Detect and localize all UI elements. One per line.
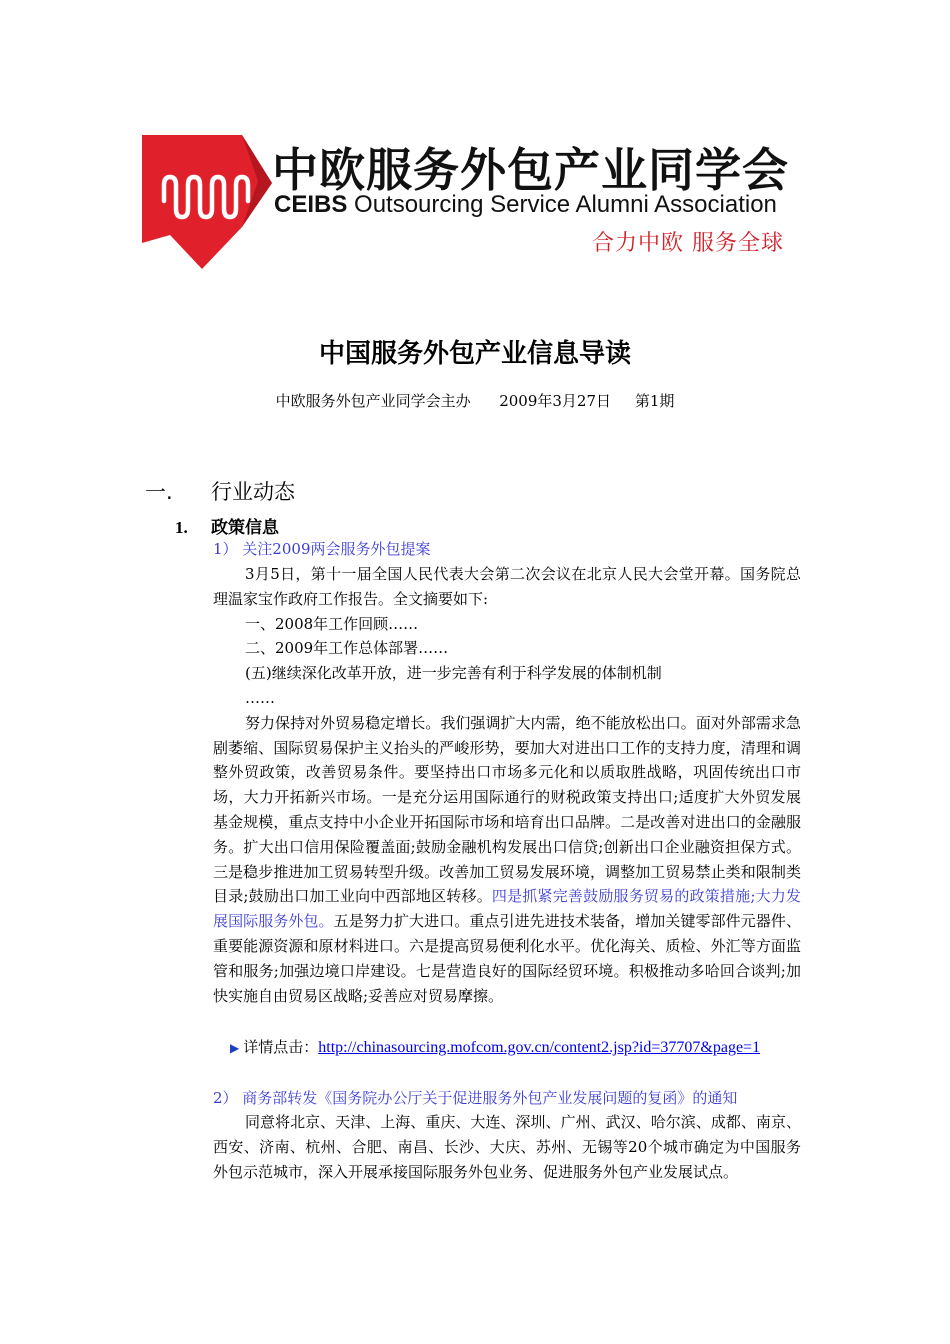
item-1-line: (五)继续深化改革开放，进一步完善有利于科学发展的体制机制 [245,664,662,683]
section-number: 一. [145,480,173,504]
subsection-title: 政策信息 [211,518,279,538]
item-2-body [213,1110,801,1184]
document-title: 中国服务外包产业信息导读 [318,339,631,369]
document-meta: 中欧服务外包产业同学会主办 2009年3月27日 第1期 [275,392,675,410]
logo-name-cn: 中欧服务外包产业同学会 [272,143,789,197]
item-2-paragraph: 同意将北京、天津、上海、重庆、大连、深圳、广州、武汉、哈尔滨、成都、南京、西安、济南、杭州、合肥、南昌、长沙、大庆、苏州、无锡等20个城市确定为中国服务外包示范城市，深入开展承接国际服务外包业务、促进服务外包产业发展试点。 [213,1113,801,1181]
item-1-line: 3月5日，第十一届全国人民代表大会第二次会议在北京人民大会堂开幕。国务院总理温家宝作政府工作报告。全文摘要如下: [213,565,801,608]
triangle-right-icon: ▶ [230,1041,240,1055]
para-text-before: 努力保持对外贸易稳定增长。我们强调扩大内需，绝不能放松出口。面对外部需求急剧萎缩、国际贸易保护主义抬头的严峻形势，要加大对进出口工作的支持力度，清理和调整外贸政策，改善贸易条件。要坚持出口市场多元化和以质取胜战略，巩固传统出口市场，大力开拓新兴市场。一是充分运用国际通行的财税政策支持出口;适度扩大外贸发展基金规模，重点支持中小企业开拓国际市场和培育出口品牌。二是改善对进出口的金融服务。扩大出口信用保险覆盖面;鼓励金融机构发展出口信贷;创新出口企业融资担保方式。三是稳步推进加工贸易转型升级。改善加工贸易发展环境，调整加工贸易禁止类和限制类目录;鼓励出口加工业向中西部地区转移。 [213,713,801,906]
subsection-heading [175,513,279,538]
subsection-number: 1. [175,518,188,537]
item-2-title: 2） 商务部转发《国务院办公厅关于促进服务外包产业发展问题的复函》的通知 [213,1089,738,1107]
item-1-title: 1） 关注2009两会服务外包提案 [213,540,431,558]
section-title: 行业动态 [211,480,295,504]
item-1-line: 一、2008年工作回顾…… [245,614,419,633]
item-1-line: …… [245,688,275,707]
detail-link-row [230,1036,760,1057]
item-1-line: 二、2009年工作总体部署…… [245,639,449,658]
item-1-paragraph [213,711,801,1009]
logo-slogan: 合力中欧 服务全球 [592,231,784,256]
logo-name-en-rest: Outsourcing Service Alumni Association [347,191,777,218]
item-1-body [213,562,801,1008]
detail-label: 详情点击： [243,1038,319,1056]
para-text-after: 五是努力扩大进口。重点引进先进技术装备，增加关键零部件元器件、重要能源资源和原材料进口。六是提高贸易便利化水平。优化海关、质检、外汇等方面监管和服务;加强边境口岸建设。七是营造良好的国际经贸环境。积极推动多哈回合谈判;加快实施自由贸易区战略;妥善应对贸易摩擦。 [213,912,801,1005]
para-highlight: 四是抓紧完善鼓励服务贸易的政策措施;大力发展国际服务外包。 [213,887,802,931]
section-heading [145,476,295,506]
logo-name-en [274,191,777,219]
detail-link[interactable]: http://chinasourcing.mofcom.gov.cn/content2.jsp?id=37707&page=1 [318,1039,761,1056]
logo-name-en-bold: CEIBS [274,191,348,218]
